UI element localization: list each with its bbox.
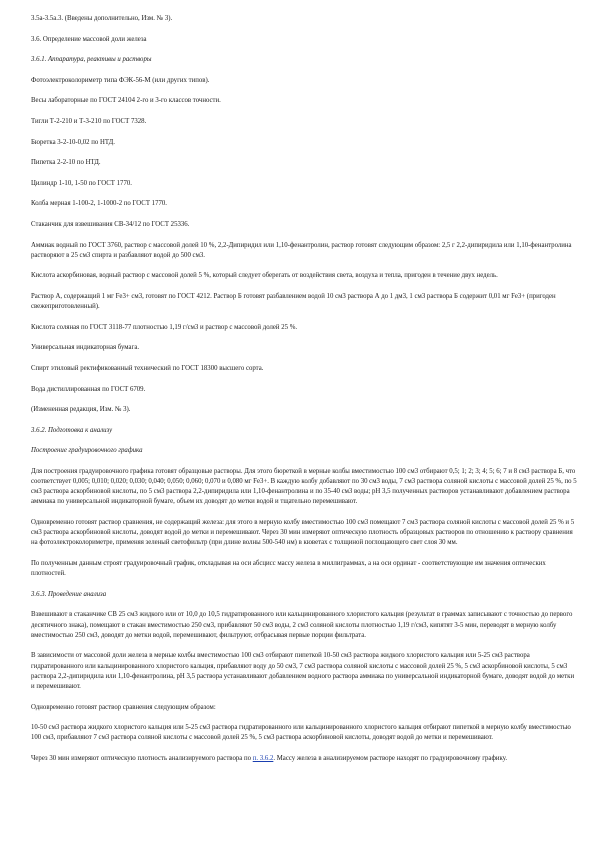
paragraph: В зависимости от массовой доли железа в мерные колбы вместимостью 100 см3 отбирают пипеткой 10-50 см3 раствора жидкого хлористого кальция или 5-25 см3 раствора гидратированного или кальцинированного хлористого кальция, прибавляют воду до 50 см3, 7 см3 раствора соляной кислоты с массовой долей 25 %, 5 см3 аскорбиновой кислоты, 5 см3 раствора 2,2-дипиридила или 1,10-фенантролина, pH 3,5 раствора устанавливают добавлением водного раствора аммиака по универсальной индикаторной бумаге, доводят водой до метки и перемешивают. xyxy=(31,652,575,691)
subsection-heading: 3.6.3. Проведение анализа xyxy=(31,590,107,598)
paragraph xyxy=(31,754,577,764)
subsection-heading: Построение градуировочного графика xyxy=(31,447,143,455)
paragraph: Для построения градуировочного графика готовят образцовые растворы. Для этого бюреткой в мерные колбы вместимостью 100 см3 отбирают 0,5; 1; 2; 3; 4; 5; 6; 7 и 8 см3 раствора Б, что соответствует 0,005; 0,010; 0,020; 0,030; 0,040; 0,050; 0,060; 0,070 и 0,080 мг Fe3+. В каждую колбу добавляют по 30 см3 воды, 7 см3 раствора соляной кислоты с массовой долей 25 %, по 5 см3 раствора аскорбиновой кислоты, по 5 см3 раствора 2,2-дипиридила или 1,10-фенантролина и по 35-40 см3 воды; pH 3,5 полученных растворов устанавливают добавлением раствора аммиака по универсальной индикаторной бумаге, объем их доводят до метки водой и тщательно перемешивают. xyxy=(31,467,577,506)
paragraph: Тигли Т-2-210 и Т-3-210 по ГОСТ 7328. xyxy=(31,117,147,125)
paragraph: Пипетка 2-2-10 по НТД. xyxy=(31,159,101,167)
section-heading: 3.6. Определение массовой доли железа xyxy=(31,35,147,43)
paragraph: 3.5а-3.5а.3. (Введены дополнительно, Изм. № 3). xyxy=(31,15,173,22)
paragraph: Универсальная индикаторная бумага. xyxy=(31,344,140,352)
paragraph: Кислота аскорбиновая, водный раствор с массовой долей 5 %, который следует оберегать от воздействия света, воздуха и тепла, пригоден в течение двух недель. xyxy=(31,272,498,280)
paragraph: 10-50 см3 раствора жидкого хлористого кальция или 5-25 см3 раствора гидратированного или кальцинированного хлористого кальция отбирают пипеткой в мерную колбу вместимостью 100 см3, прибавляют 7 см3 раствора соляной кислоты с массовой долей 25 %, 5 см3 раствора аскорбиновой кислоты, доводят водой до метки и перемешивают. xyxy=(31,724,571,742)
paragraph: Вода дистиллированная по ГОСТ 6709. xyxy=(31,385,146,393)
paragraph: Фотоэлектроколориметр типа ФЭК-56-М (или других типов). xyxy=(31,76,210,84)
paragraph: Аммиак водный по ГОСТ 3760, раствор с массовой долей 10 %, 2,2-Дипиридил или 1,10-фенантролин, раствор готовят следующим образом: 2,5 г 2,2-дипиридила или 1,10-фенантролина растворяют в 25 см3 спирта и разбавляют водой до 500 см3. xyxy=(31,241,572,259)
section-link[interactable]: п. 3.6.2 xyxy=(252,755,274,763)
paragraph-text: Через 30 мин измеряют оптическую плотность анализируемого раствора по xyxy=(31,755,253,763)
paragraph: Стаканчик для взвешивания СВ-34/12 по ГОСТ 25336. xyxy=(31,220,190,228)
paragraph: Весы лабораторные по ГОСТ 24104 2-го и 3-го классов точности. xyxy=(31,97,221,105)
paragraph: Одновременно готовят раствор сравнения следующим образом: xyxy=(31,703,216,711)
paragraph: (Измененная редакция, Изм. № 3). xyxy=(31,406,131,414)
paragraph: Бюретка 3-2-10-0,02 по НТД. xyxy=(31,138,115,146)
paragraph: Спирт этиловый ректификованный технический по ГОСТ 18300 высшего сорта. xyxy=(31,364,264,372)
paragraph: Взвешивают в стаканчике СВ 25 см3 жидкого или от 10,0 до 10,5 гидратированного или кальцинированного хлористого кальция (результат в граммах записывают с точностью до первого десятичного знака), помещают в стакан вместимостью 250 см3, прибавляют 50 см3 воды, 2 см3 соляной кислоты плотностью 1,19 г/см3, кипятят 3-5 мин, переводят в мерную колбу вместимостью 250 см3, доводят до метки водой, перемешивают, фильтруют, отбрасывая первые порции фильтрата. xyxy=(31,611,573,639)
paragraph-text: . Массу железа в анализируемом растворе находят по градуировочному графику. xyxy=(273,755,508,763)
paragraph: Кислота соляная по ГОСТ 3118-77 плотностью 1,19 г/см3 и раствор с массовой долей 25 %. xyxy=(31,323,298,331)
paragraph: Цилиндр 1-10, 1-50 по ГОСТ 1770. xyxy=(31,179,132,187)
paragraph: Раствор А, содержащий 1 мг Fe3+ см3, готовят по ГОСТ 4212. Раствор Б готовят разбавлением водой 10 см3 раствора А до 1 дм3, 1 см3 раствора Б содержит 0,01 мг Fe3+ (пригоден свежеприготовленный). xyxy=(31,292,556,311)
paragraph: Одновременно готовят раствор сравнения, не содержащий железа: для этого в мерную колбу вместимостью 100 см3 помещают 7 см3 раствора соляной кислоты с массовой долей 25 % и 5 см3 раствора аскорбиновой кислоты, доводят водой до метки и перемешивают. Через 30 мин измеряют оптическую плотность образцовых растворов по отношению к раствору сравнения на фотоэлектроколориметре, применяя зеленый светофильтр (при длине волны 500-540 нм) в кюветах с толщиной поглощающего свет слоя 30 мм. xyxy=(31,519,575,547)
subsection-heading: 3.6.2. Подготовка к анализу xyxy=(31,426,113,434)
paragraph: Колба мерная 1-100-2, 1-1000-2 по ГОСТ 1770. xyxy=(31,200,167,208)
paragraph: По полученным данным строят градуировочный график, откладывая на оси абсцисс массу железа в миллиграммах, а на оси ординат - соответствующие им значения оптических плотностей. xyxy=(31,560,546,578)
subsection-heading: 3.6.1. Аппаратура, реактивы и растворы xyxy=(31,56,152,64)
